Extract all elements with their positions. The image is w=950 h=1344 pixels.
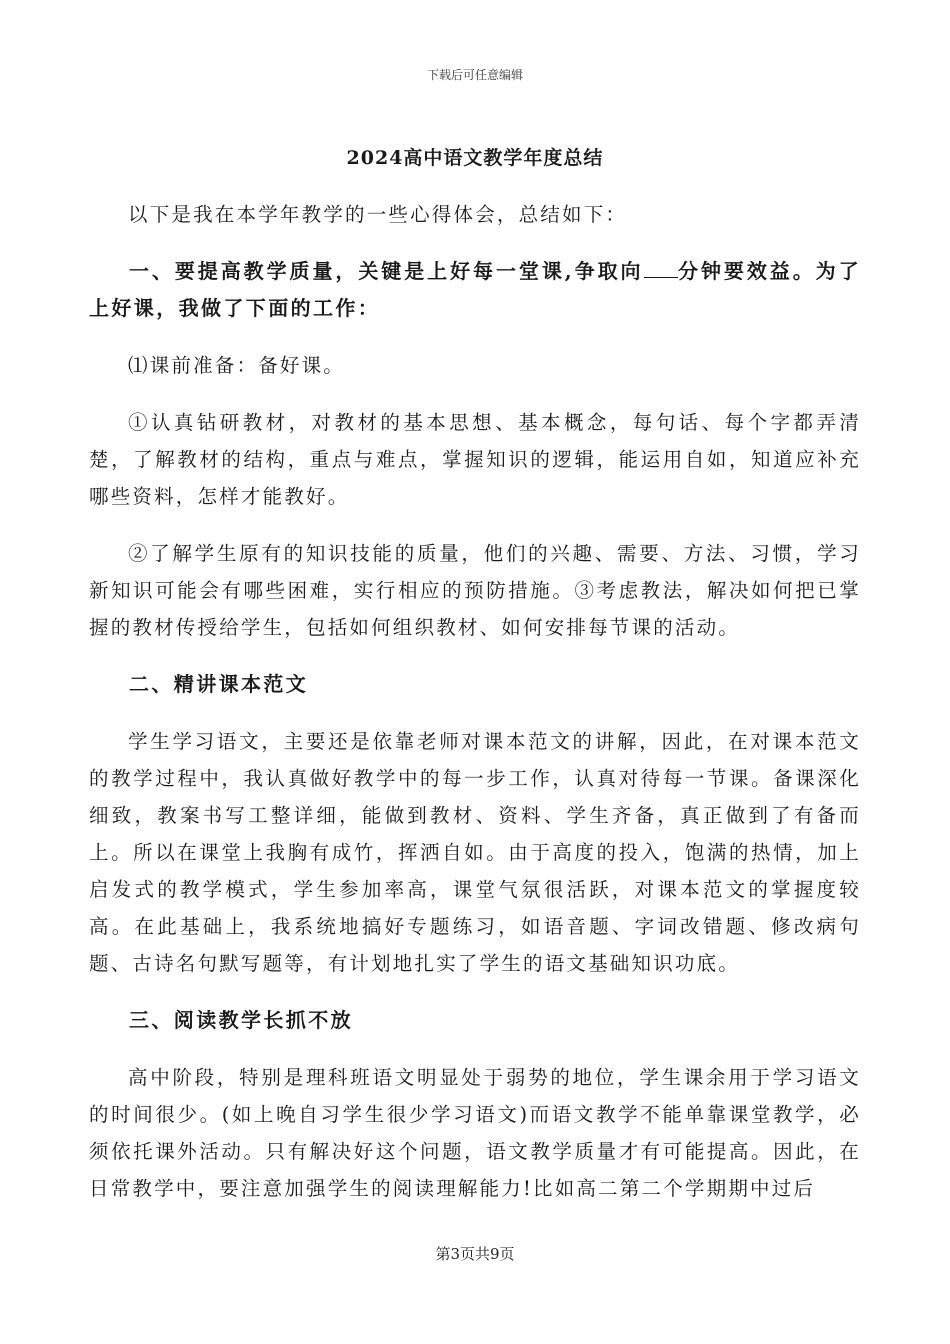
section-1-heading [89,253,861,327]
paragraph-prep: ⑴课前准备：备好课。 [128,354,346,377]
page-footer: 第3页共9页 [435,1245,515,1263]
document-body [89,196,861,1207]
page-title: 2024高中语文教学年度总结 [346,147,604,169]
fill-blank [644,257,678,278]
section-1-heading-part1: 一、要提高教学质量，关键是上好每一堂课,争取向 [129,259,644,283]
intro-paragraph: 以下是我在本学年教学的一些心得体会，总结如下： [128,203,628,226]
paragraph-section-2: 学生学习语文，主要还是依靠老师对课本范文的讲解，因此，在对课本范文的教学过程中，我认真做好教学中的每一步工作，认真对待每一节课。备课深化细致，教案书写工整详细，能做到教材、资料、学生齐备，真正做到了有备而上。所以在课堂上我胸有成竹，挥洒自如。由于高度的投入，饱满的热情，加上启发式的教学模式，学生参加率高，课堂气氛很活跃，对课本范文的掌握度较高。在此基础上，我系统地搞好专题练习，如语音题、字词改错题、修改病句题、古诗名句默写题等，有计划地扎实了学生的语文基础知识功底。 [89,730,861,975]
page-header: 下载后可任意编辑 [426,68,523,82]
section-1-heading-part2: 分钟要效益。为了上好课，我做了下面的工作： [89,259,861,320]
section-2-heading: 二、精讲课本范文 [129,672,309,696]
section-3-heading: 三、阅读教学长抓不放 [129,1008,353,1032]
paragraph-item-2: ②了解学生原有的知识技能的质量，他们的兴趣、需要、方法、习惯，学习新知识可能会有哪些困难，实行相应的预防措施。③考虑教法，解决如何把已掌握的教材传授给学生，包括如何组织教材、如何安排每节课的活动。 [89,542,861,639]
paragraph-section-3: 高中阶段，特别是理科班语文明显处于弱势的地位，学生课余用于学习语文的时间很少。(如上晚自习学生很少学习语文)而语文教学不能单靠课堂教学，必须依托课外活动。只有解决好这个问题，语文教学质量才有可能提高。因此，在日常教学中，要注意加强学生的阅读理解能力!比如高二第二个学期期中过后 [89,1066,861,1200]
paragraph-item-1: ①认真钻研教材，对教材的基本思想、基本概念，每句话、每个字都弄清楚，了解教材的结构，重点与难点，掌握知识的逻辑，能运用自如，知道应补充哪些资料，怎样才能教好。 [89,411,861,508]
